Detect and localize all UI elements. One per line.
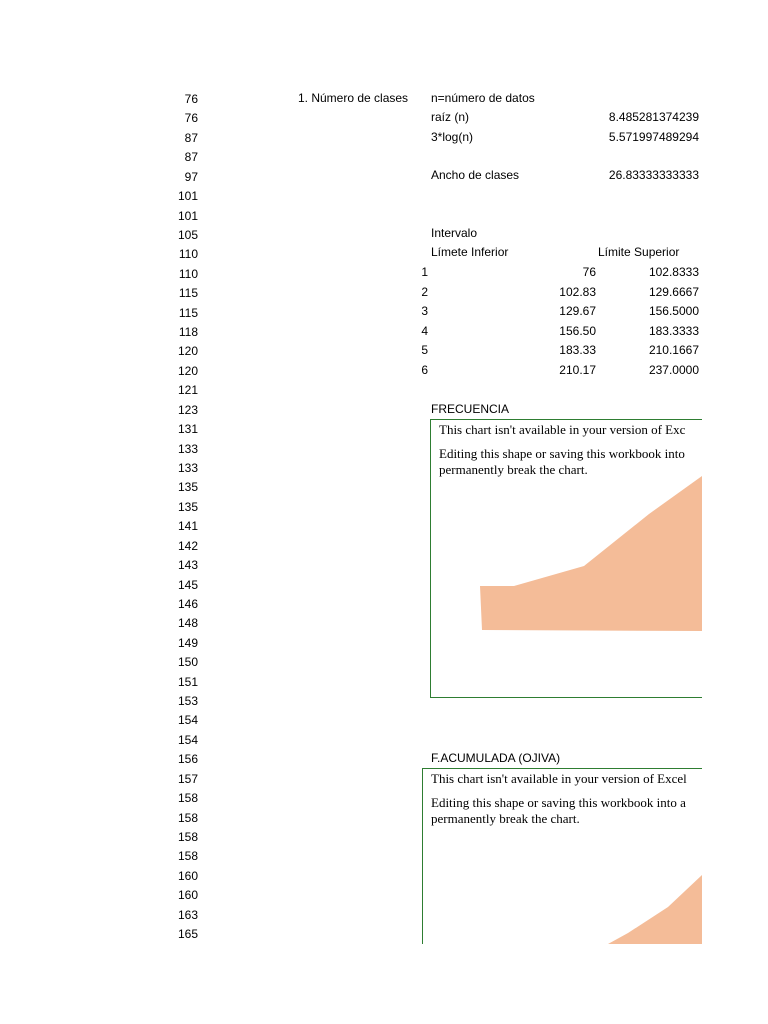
data-cell: 87 xyxy=(184,130,198,145)
data-cell: 133 xyxy=(177,441,198,456)
data-cell: 145 xyxy=(177,577,198,592)
data-cell: 151 xyxy=(177,674,198,689)
chart2-message-2: Editing this shape or saving this workbook into a xyxy=(431,795,686,810)
interval-lower: 183.33 xyxy=(559,343,596,357)
interval-number: 4 xyxy=(421,323,428,338)
interval-upper: 237.0000 xyxy=(648,362,699,377)
data-cell: 101 xyxy=(177,189,198,204)
section-heading: 1. Número de clases xyxy=(298,91,409,105)
interval-title: Intervalo xyxy=(431,226,478,240)
data-cell: 149 xyxy=(177,635,198,650)
data-cell: 118 xyxy=(178,325,198,340)
interval-number: 3 xyxy=(421,304,428,318)
data-cell: 158 xyxy=(177,849,198,864)
data-cell: 110 xyxy=(178,247,198,262)
chart2-placeholder[interactable] xyxy=(422,768,702,944)
chart2-message-1: This chart isn't available in your version of Excel xyxy=(431,771,687,786)
data-cell: 76 xyxy=(184,111,198,126)
interval-number: 5 xyxy=(421,343,428,357)
chart2-title: F.ACUMULADA (OJIVA) xyxy=(431,751,561,765)
data-cell: 105 xyxy=(177,227,198,242)
data-cell: 160 xyxy=(177,888,198,903)
data-cell: 153 xyxy=(177,694,198,709)
data-cell: 157 xyxy=(177,771,198,786)
data-cell: 120 xyxy=(177,363,198,378)
data-cell: 165 xyxy=(177,927,198,942)
data-cell: 131 xyxy=(177,422,198,437)
data-cell: 135 xyxy=(177,480,198,495)
data-cell: 135 xyxy=(177,499,198,514)
data-cell: 154 xyxy=(177,732,198,747)
data-cell: 97 xyxy=(184,169,198,184)
interval-upper: 102.8333 xyxy=(648,265,699,279)
data-cell: 150 xyxy=(177,655,198,670)
interval-lower: 102.83 xyxy=(559,284,596,299)
interval-lower: 156.50 xyxy=(559,323,596,338)
interval-lower: 210.17 xyxy=(559,362,596,377)
interval-upper: 156.5000 xyxy=(648,304,699,318)
data-cell: 120 xyxy=(177,344,198,359)
data-cell: 158 xyxy=(177,791,198,806)
chart1-message-3: permanently break the chart. xyxy=(439,462,588,477)
chart1-title: FRECUENCIA xyxy=(431,402,510,416)
chart1-message-1: This chart isn't available in your version of Exc xyxy=(439,422,686,437)
data-cell: 76 xyxy=(184,92,198,106)
interval-lower: 76 xyxy=(582,265,596,279)
interval-number: 1 xyxy=(421,265,428,279)
log-label: 3*log(n) xyxy=(431,130,474,144)
data-cell: 115 xyxy=(178,305,198,320)
ancho-label: Ancho de clases xyxy=(431,168,520,182)
data-cell: 143 xyxy=(177,558,198,573)
interval-number: 6 xyxy=(421,362,428,377)
data-cell: 121 xyxy=(177,383,198,398)
data-cell: 87 xyxy=(184,150,198,165)
raiz-label: raíz (n) xyxy=(431,110,470,124)
interval-number: 2 xyxy=(421,284,428,299)
interval-lower: 129.67 xyxy=(559,304,596,318)
data-cell: 160 xyxy=(177,868,198,883)
data-cell: 146 xyxy=(177,596,198,611)
chart1-message-2: Editing this shape or saving this workbook into xyxy=(439,446,685,461)
data-cell: 158 xyxy=(177,829,198,844)
chart2-message-3: permanently break the chart. xyxy=(431,811,580,826)
data-cell: 142 xyxy=(177,538,198,553)
data-cell: 158 xyxy=(177,810,198,825)
upper-header: Límite Superior xyxy=(598,245,680,259)
log-value: 5.571997489294 xyxy=(608,130,699,144)
data-cell: 101 xyxy=(177,208,198,223)
interval-upper: 129.6667 xyxy=(648,284,699,299)
data-cell: 115 xyxy=(178,286,198,301)
data-cell: 154 xyxy=(177,713,198,728)
ancho-value: 26.83333333333 xyxy=(608,168,699,182)
lower-header: Límete Inferior xyxy=(431,245,509,259)
n-label: n=número de datos xyxy=(431,91,535,105)
data-cell: 133 xyxy=(177,460,198,475)
data-cell: 141 xyxy=(177,519,198,534)
data-cell: 156 xyxy=(177,752,198,767)
interval-upper: 210.1667 xyxy=(648,343,699,357)
data-cell: 110 xyxy=(178,266,198,281)
data-cell: 123 xyxy=(177,402,198,417)
data-cell: 163 xyxy=(177,907,198,922)
raiz-value: 8.485281374239 xyxy=(608,110,699,124)
data-cell: 148 xyxy=(177,616,198,631)
interval-upper: 183.3333 xyxy=(648,323,699,338)
chart1-placeholder[interactable] xyxy=(430,419,702,698)
